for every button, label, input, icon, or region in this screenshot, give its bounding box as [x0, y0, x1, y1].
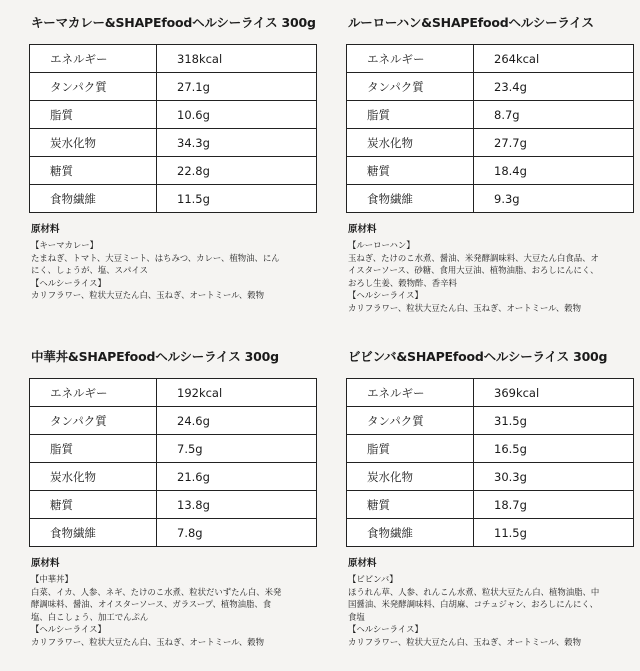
nutrient-value: 318kcal — [157, 45, 317, 73]
nutrient-label: 炭水化物 — [347, 463, 474, 491]
nutrient-value: 264kcal — [474, 45, 634, 73]
ingredients-line: カリフラワー、粒状大豆たん白、玉ねぎ、オートミール、穀物 — [31, 290, 264, 300]
chukadon-panel — [29, 348, 319, 648]
nutrient-value: 11.5g — [157, 185, 317, 213]
nutrition-row — [30, 185, 317, 213]
nutrition-row — [347, 157, 634, 185]
nutrient-label: 脂質 — [347, 435, 474, 463]
nutrient-label: 脂質 — [30, 101, 157, 129]
nutrient-label: タンパク質 — [347, 73, 474, 101]
nutrient-label: 糖質 — [30, 491, 157, 519]
panel-title: キーマカレー&SHAPEfoodヘルシーライス 300g — [31, 15, 316, 30]
ingredients-line: イスターソース、砂糖、食用大豆油、植物油脂、おろしにんにく、 — [348, 265, 599, 275]
nutrient-value: 369kcal — [474, 379, 634, 407]
nutrient-label: 炭水化物 — [347, 129, 474, 157]
nutrition-row — [30, 157, 317, 185]
nutrient-value: 27.7g — [474, 129, 634, 157]
nutrition-row — [347, 45, 634, 73]
ingredients-line: 【ヘルシーライス】 — [348, 290, 423, 300]
ingredients-line: 白菜、イカ、人参、ネギ、たけのこ水煮、粒状だいずたん白、米発 — [31, 586, 282, 597]
nutrient-value: 16.5g — [474, 435, 634, 463]
nutrient-label: 食物繊維 — [30, 185, 157, 213]
keema-curry-panel — [29, 14, 319, 302]
nutrition-row — [30, 101, 317, 129]
ingredients-line: おろし生姜、穀物酢、香辛料 — [348, 277, 457, 288]
nutrient-label: 炭水化物 — [30, 129, 157, 157]
nutrient-value: 18.4g — [474, 157, 634, 185]
nutrition-row — [347, 435, 634, 463]
ingredients-line: たまねぎ、トマト、大豆ミート、はちみつ、カレー、植物油、にん — [31, 252, 280, 263]
nutrition-row — [347, 129, 634, 157]
ingredients-line: ほうれん草、人参、れんこん水煮、粒状大豆たん白、植物油脂、中 — [348, 586, 600, 597]
ingredients-line: カリフラワー、粒状大豆たん白、玉ねぎ、オートミール、穀物 — [31, 636, 264, 647]
nutrient-label: タンパク質 — [30, 407, 157, 435]
nutrient-value: 30.3g — [474, 463, 634, 491]
nutrition-row — [30, 73, 317, 101]
nutrition-row — [30, 407, 317, 435]
ingredients-line: 【中華丼】 — [31, 574, 73, 584]
ingredients-line: 【キーマカレー】 — [31, 240, 98, 250]
ingredients-line: 玉ねぎ、たけのこ水煮、醤油、米発酵調味料、大豆たん白食品、オ — [348, 252, 599, 263]
ingredients-list — [348, 239, 638, 314]
nutrition-row — [347, 379, 634, 407]
nutrient-value: 23.4g — [474, 73, 634, 101]
nutrient-value: 7.5g — [157, 435, 317, 463]
ingredients-heading: 原材料 — [31, 224, 60, 235]
nutrient-value: 27.1g — [157, 73, 317, 101]
nutrient-value: 24.6g — [157, 407, 317, 435]
ingredients-line: カリフラワー、粒状大豆たん白、玉ねぎ、オートミール、穀物 — [348, 302, 581, 313]
nutrient-label: 食物繊維 — [30, 519, 157, 547]
nutrient-value: 21.6g — [157, 463, 317, 491]
panel-title: ルーローハン&SHAPEfoodヘルシーライス — [348, 15, 594, 30]
nutrient-label: 炭水化物 — [30, 463, 157, 491]
nutrient-label: タンパク質 — [347, 407, 474, 435]
nutrient-label: 糖質 — [347, 157, 474, 185]
nutrition-table — [346, 44, 634, 213]
ingredients-line: にく、しょうが、塩、スパイス — [31, 265, 148, 275]
ingredients-line: 食塩 — [348, 611, 365, 622]
ingredients-list — [31, 239, 321, 302]
nutrient-label: エネルギー — [30, 379, 157, 407]
ingredients-list — [348, 573, 638, 648]
nutrient-label: 脂質 — [347, 101, 474, 129]
nutrition-row — [30, 379, 317, 407]
ingredients-line: 【ビビンバ】 — [348, 574, 398, 584]
nutrition-row — [347, 101, 634, 129]
panel-title: 中華丼&SHAPEfoodヘルシーライス 300g — [31, 349, 279, 364]
nutrient-value: 13.8g — [157, 491, 317, 519]
nutrient-value: 10.6g — [157, 101, 317, 129]
nutrient-label: 食物繊維 — [347, 519, 474, 547]
nutrient-label: エネルギー — [347, 45, 474, 73]
nutrition-row — [347, 519, 634, 547]
nutrient-value: 9.3g — [474, 185, 634, 213]
nutrient-value: 7.8g — [157, 519, 317, 547]
nutrition-table — [29, 44, 317, 213]
nutrition-row — [347, 73, 634, 101]
nutrition-row — [347, 407, 634, 435]
nutrient-label: エネルギー — [30, 45, 157, 73]
nutrient-value: 192kcal — [157, 379, 317, 407]
nutrient-value: 18.7g — [474, 491, 634, 519]
nutrition-row — [30, 435, 317, 463]
ingredients-heading: 原材料 — [348, 558, 377, 569]
ingredients-heading: 原材料 — [31, 558, 60, 569]
ingredients-line: 【ルーローハン】 — [348, 240, 415, 250]
ingredients-line: 【ヘルシーライス】 — [31, 624, 106, 634]
nutrition-row — [30, 491, 317, 519]
ingredients-line: 【ヘルシーライス】 — [348, 624, 423, 634]
nutrient-label: 食物繊維 — [347, 185, 474, 213]
nutrition-table — [346, 378, 634, 547]
nutrient-value: 31.5g — [474, 407, 634, 435]
panel-title: ビビンバ&SHAPEfoodヘルシーライス 300g — [348, 349, 608, 364]
ingredients-line: 塩、白こしょう、加工でんぷん — [31, 611, 149, 622]
nutrient-label: タンパク質 — [30, 73, 157, 101]
nutrition-row — [30, 463, 317, 491]
nutrient-value: 22.8g — [157, 157, 317, 185]
nutrition-row — [347, 463, 634, 491]
nutrient-value: 11.5g — [474, 519, 634, 547]
nutrition-table — [29, 378, 317, 547]
ingredients-line: 国醤油、米発酵調味料、白胡麻、コチュジャン、おろしにんにく、 — [348, 599, 598, 609]
nutrition-row — [30, 129, 317, 157]
nutrition-row — [347, 185, 634, 213]
nutrient-label: エネルギー — [347, 379, 474, 407]
nutrient-label: 糖質 — [347, 491, 474, 519]
nutrient-value: 34.3g — [157, 129, 317, 157]
ingredients-line: 【ヘルシーライス】 — [31, 277, 106, 288]
nutrition-row — [30, 519, 317, 547]
ingredients-line: カリフラワー、粒状大豆たん白、玉ねぎ、オートミール、穀物 — [348, 636, 581, 647]
bibimbap-panel — [346, 348, 636, 648]
nutrient-label: 脂質 — [30, 435, 157, 463]
ingredients-line: 酵調味料、醤油、オイスターソース、ガラスープ、植物油脂、食 — [31, 599, 272, 609]
nutrient-label: 糖質 — [30, 157, 157, 185]
nutrient-value: 8.7g — [474, 101, 634, 129]
nutrition-row — [347, 491, 634, 519]
lurou-han-panel — [346, 14, 636, 314]
ingredients-heading: 原材料 — [348, 224, 377, 235]
nutrition-row — [30, 45, 317, 73]
ingredients-list — [31, 573, 321, 648]
